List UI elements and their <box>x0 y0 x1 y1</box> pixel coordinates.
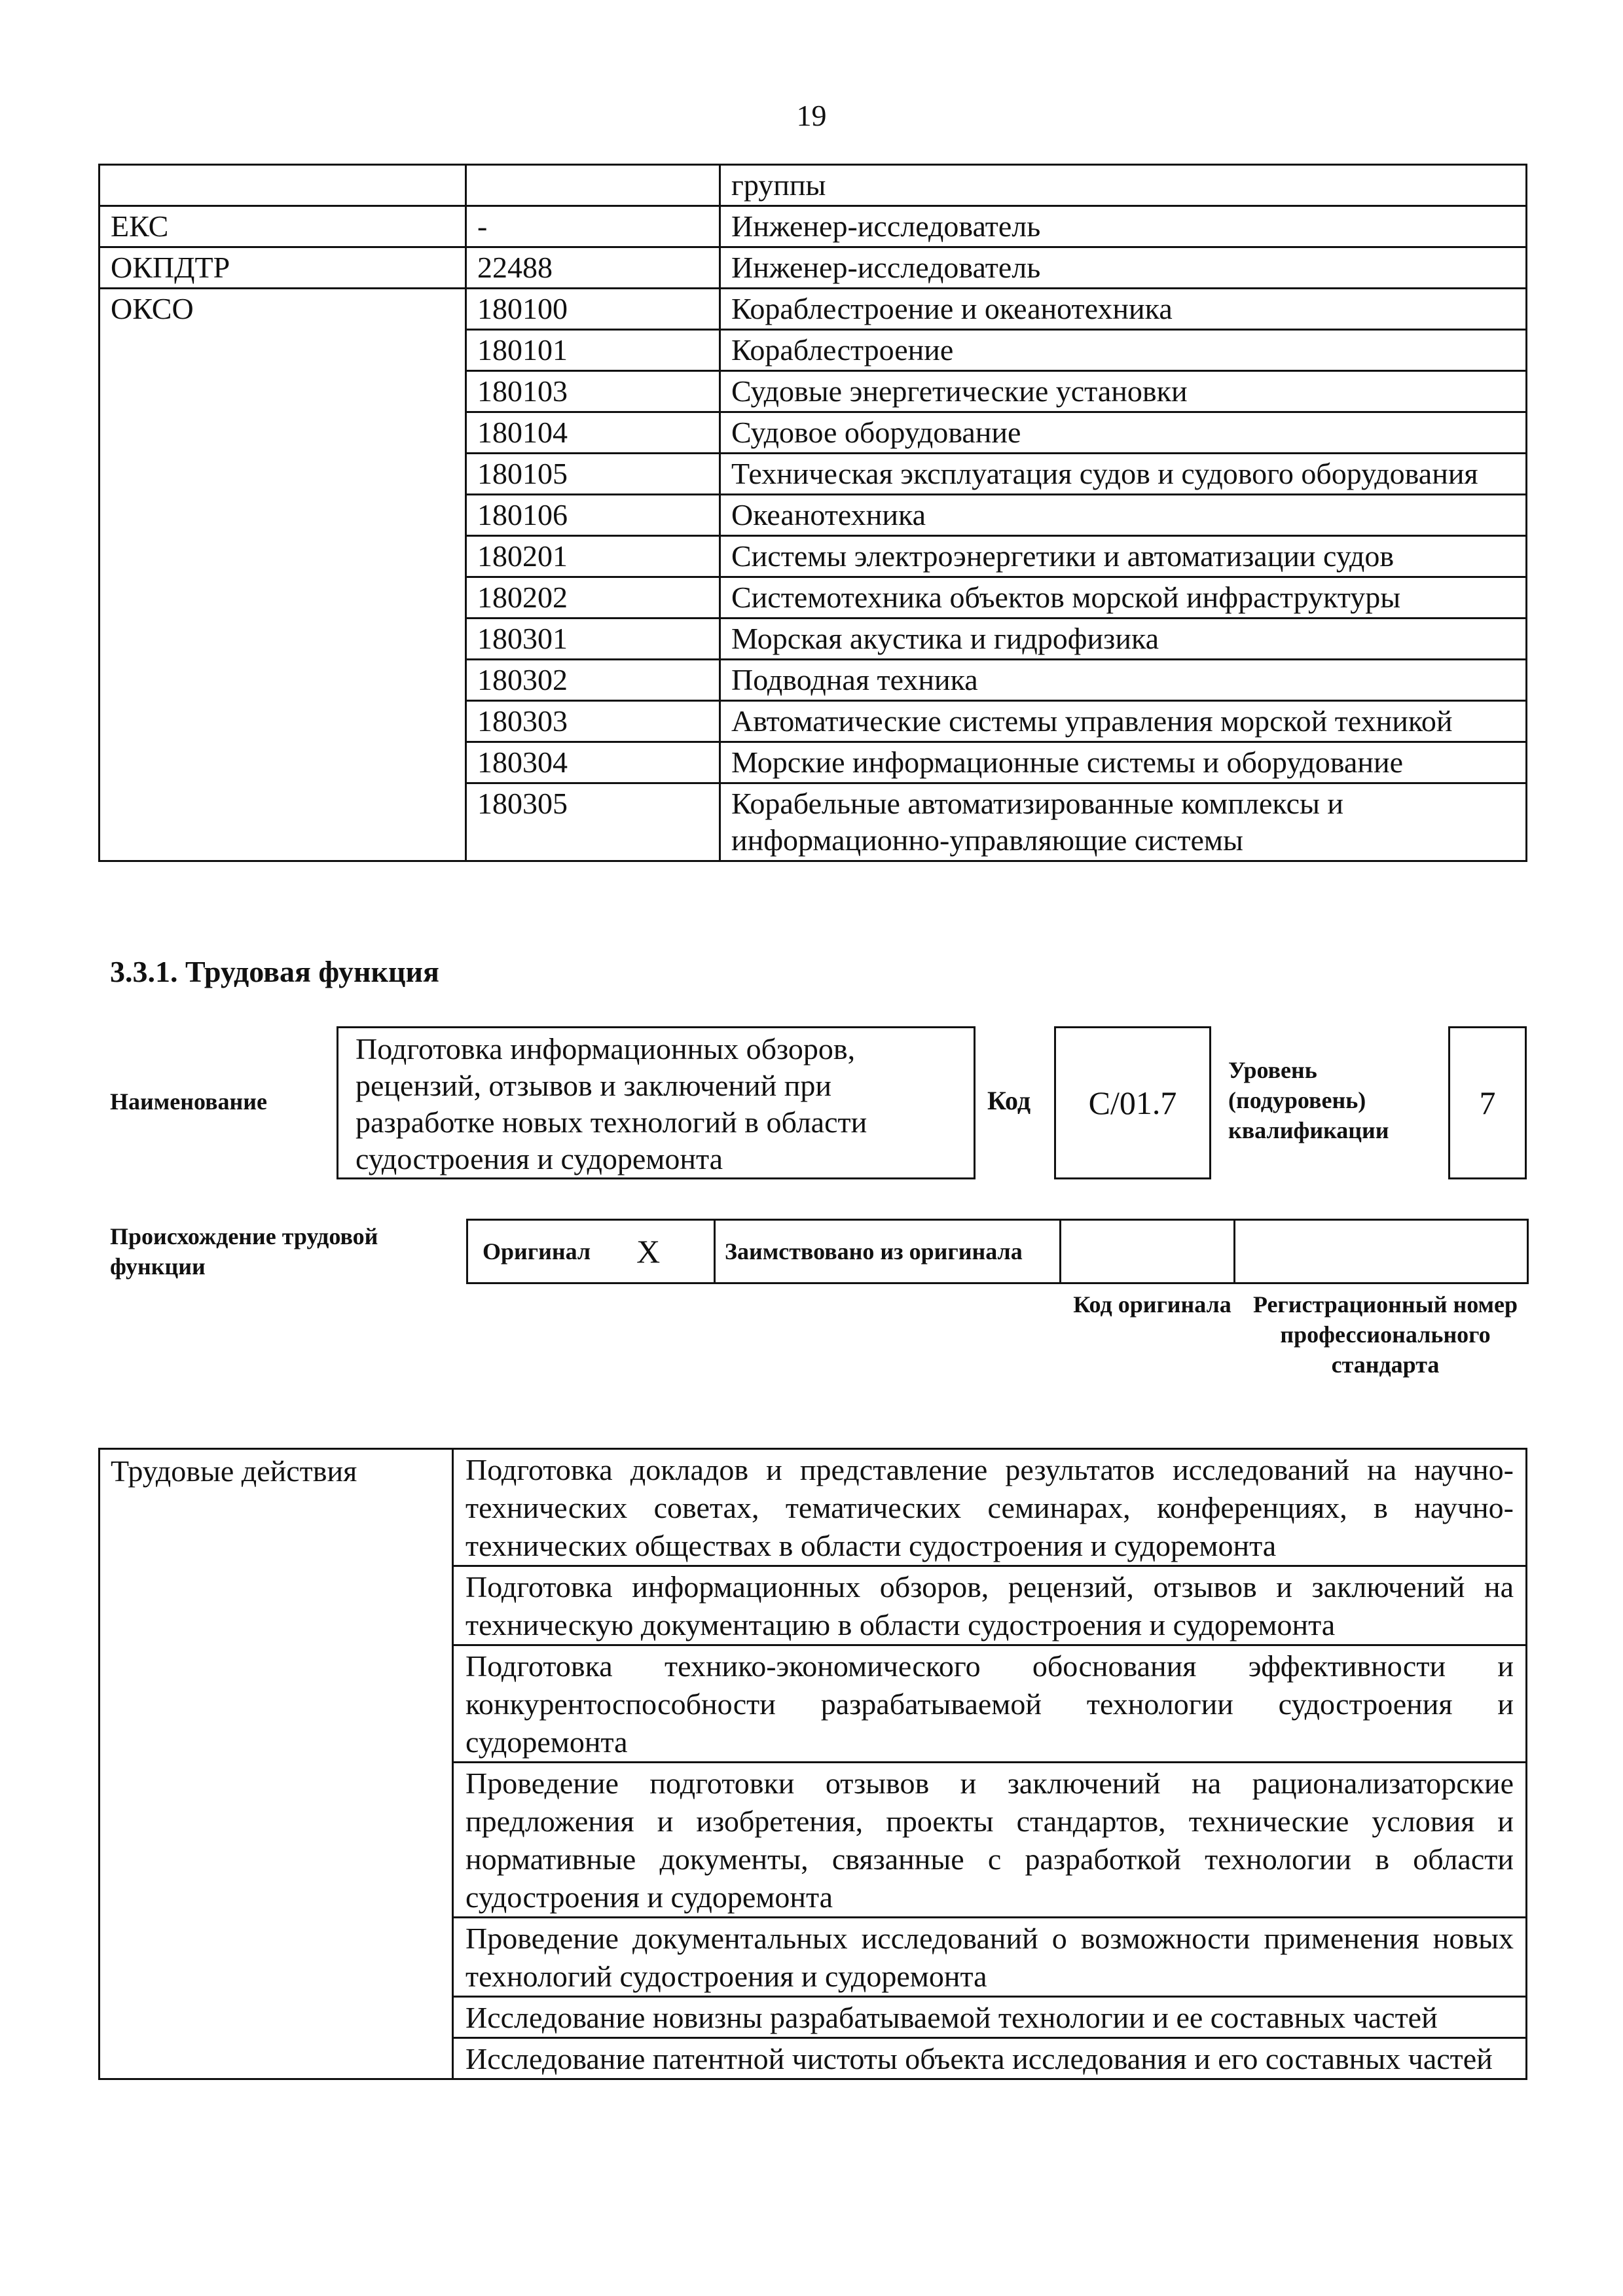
classifier-group-cell <box>100 619 466 660</box>
classifier-row <box>100 165 1527 206</box>
actions-heading: Трудовые действия <box>100 1449 453 2079</box>
classifier-group-cell: ЕКС <box>100 206 466 247</box>
page-number: 19 <box>796 99 827 132</box>
action-item: Исследование патентной чистоты объекта исследования и его составных частей <box>453 2038 1527 2079</box>
classifier-name-cell: Кораблестроение и океанотехника <box>720 289 1527 330</box>
original-mark: X <box>636 1233 661 1270</box>
classifier-row <box>100 783 1527 861</box>
original-label: Оригинал <box>483 1238 591 1265</box>
borrowed-cell <box>715 1220 1061 1283</box>
caption-reg-number: Регистрационный номер профессионального стандарта <box>1252 1291 1518 1378</box>
classifier-group-cell <box>100 701 466 742</box>
action-item: Проведение подготовки отзывов и заключений на рационализаторские предложения и изобретения, проекты стандартов, технические условия и нормативные документы, связанные с разработкой технологии в области судостроения и судоремонта <box>453 1763 1527 1918</box>
classifier-code-cell: 180101 <box>466 330 720 371</box>
classifier-group-cell <box>100 742 466 783</box>
classifier-code-cell: 180305 <box>466 783 720 861</box>
classifier-code-cell: 180202 <box>466 577 720 619</box>
actions-table <box>98 1448 1527 2080</box>
classifier-group-cell: ОКСО <box>100 289 466 330</box>
action-item: Исследование новизны разрабатываемой технологии и ее составных частей <box>453 1997 1527 2038</box>
classifier-group-cell <box>100 454 466 495</box>
origin-table <box>466 1219 1529 1284</box>
classifier-group-cell <box>100 165 466 206</box>
classifier-code-cell: 180106 <box>466 495 720 536</box>
classifier-name-cell: группы <box>720 165 1527 206</box>
classifier-name-cell: Морские информационные системы и оборудование <box>720 742 1527 783</box>
classifier-name-cell: Системы электроэнергетики и автоматизации судов <box>720 536 1527 577</box>
borrowed-label: Заимствовано из оригинала <box>725 1238 1023 1265</box>
code-original-cell <box>1061 1220 1235 1283</box>
classifier-name-cell: Системотехника объектов морской инфраструктуры <box>720 577 1527 619</box>
function-name-box <box>337 1026 976 1179</box>
classifier-group-cell <box>100 412 466 454</box>
reg-number-cell <box>1235 1220 1528 1283</box>
classifier-code-cell: 180103 <box>466 371 720 412</box>
classifier-row <box>100 206 1527 247</box>
classifier-row <box>100 412 1527 454</box>
classifier-name-cell: Инженер-исследователь <box>720 247 1527 289</box>
classifier-row <box>100 742 1527 783</box>
classifier-row <box>100 289 1527 330</box>
classifier-group-cell <box>100 577 466 619</box>
code-value: C/01.7 <box>1088 1085 1177 1121</box>
level-box <box>1448 1026 1527 1179</box>
classifier-name-cell: Подводная техника <box>720 660 1527 701</box>
classifier-code-cell: 180201 <box>466 536 720 577</box>
classifier-row <box>100 536 1527 577</box>
code-label: Код <box>987 1086 1031 1115</box>
classifier-row <box>100 701 1527 742</box>
classifier-name-cell: Техническая эксплуатация судов и судового оборудования <box>720 454 1527 495</box>
classifier-name-cell: Судовые энергетические установки <box>720 371 1527 412</box>
section-title: 3.3.1. Трудовая функция <box>110 955 439 988</box>
classifier-row <box>100 371 1527 412</box>
classifier-code-cell: 180304 <box>466 742 720 783</box>
classifier-row <box>100 495 1527 536</box>
classifier-name-cell: Корабельные автоматизированные комплексы и информационно-управляющие системы <box>720 783 1527 861</box>
classifier-name-cell: Автоматические системы управления морской техникой <box>720 701 1527 742</box>
action-item: Проведение документальных исследований о возможности применения новых технологий судостроения и судоремонта <box>453 1918 1527 1997</box>
classifier-code-cell: 22488 <box>466 247 720 289</box>
classifier-row <box>100 577 1527 619</box>
action-item: Подготовка докладов и представление результатов исследований на научно-технических советах, тематических семинарах, конференциях, в научно-технических обществах в области судостроения и судоремонта <box>453 1449 1527 1566</box>
classifier-group-cell: ОКПДТР <box>100 247 466 289</box>
classifier-group-cell <box>100 660 466 701</box>
action-item: Подготовка технико-экономического обоснования эффективности и конкурентоспособности разрабатываемой технологии судостроения и судоремонта <box>453 1645 1527 1763</box>
classifier-row <box>100 660 1527 701</box>
code-box <box>1054 1026 1211 1179</box>
classifier-group-cell <box>100 495 466 536</box>
classifier-group-cell <box>100 783 466 861</box>
classifier-code-cell: 180100 <box>466 289 720 330</box>
classifier-row <box>100 330 1527 371</box>
classifier-group-cell <box>100 330 466 371</box>
classifier-code-cell: - <box>466 206 720 247</box>
classifier-name-cell: Океанотехника <box>720 495 1527 536</box>
origin-label: Происхождение трудовой функции <box>110 1223 378 1280</box>
classifier-code-cell: 180301 <box>466 619 720 660</box>
classifier-name-cell: Инженер-исследователь <box>720 206 1527 247</box>
name-label: Наименование <box>110 1088 267 1115</box>
classifier-code-cell: 180302 <box>466 660 720 701</box>
classifier-group-cell <box>100 371 466 412</box>
classifier-row <box>100 454 1527 495</box>
classifier-row <box>100 619 1527 660</box>
classifier-row <box>100 247 1527 289</box>
original-cell <box>467 1220 715 1283</box>
action-item: Подготовка информационных обзоров, рецензий, отзывов и заключений на техническую документацию в области судостроения и судоремонта <box>453 1566 1527 1645</box>
classifier-code-cell: 180104 <box>466 412 720 454</box>
classifier-code-cell <box>466 165 720 206</box>
classifier-name-cell: Морская акустика и гидрофизика <box>720 619 1527 660</box>
classifier-name-cell: Судовое оборудование <box>720 412 1527 454</box>
caption-code-original: Код оригинала <box>1073 1291 1231 1318</box>
classifier-code-cell: 180105 <box>466 454 720 495</box>
classifier-group-cell <box>100 536 466 577</box>
action-row <box>100 1449 1527 1566</box>
level-value: 7 <box>1479 1085 1496 1121</box>
classifier-table <box>98 164 1527 862</box>
function-name-value: Подготовка информационных обзоров, рецензий, отзывов и заключений при разработке новых технологий в области судостроения и судоремонта <box>356 1032 867 1175</box>
classifier-code-cell: 180303 <box>466 701 720 742</box>
level-label: Уровень (подуровень) квалификации <box>1228 1057 1389 1143</box>
classifier-name-cell: Кораблестроение <box>720 330 1527 371</box>
